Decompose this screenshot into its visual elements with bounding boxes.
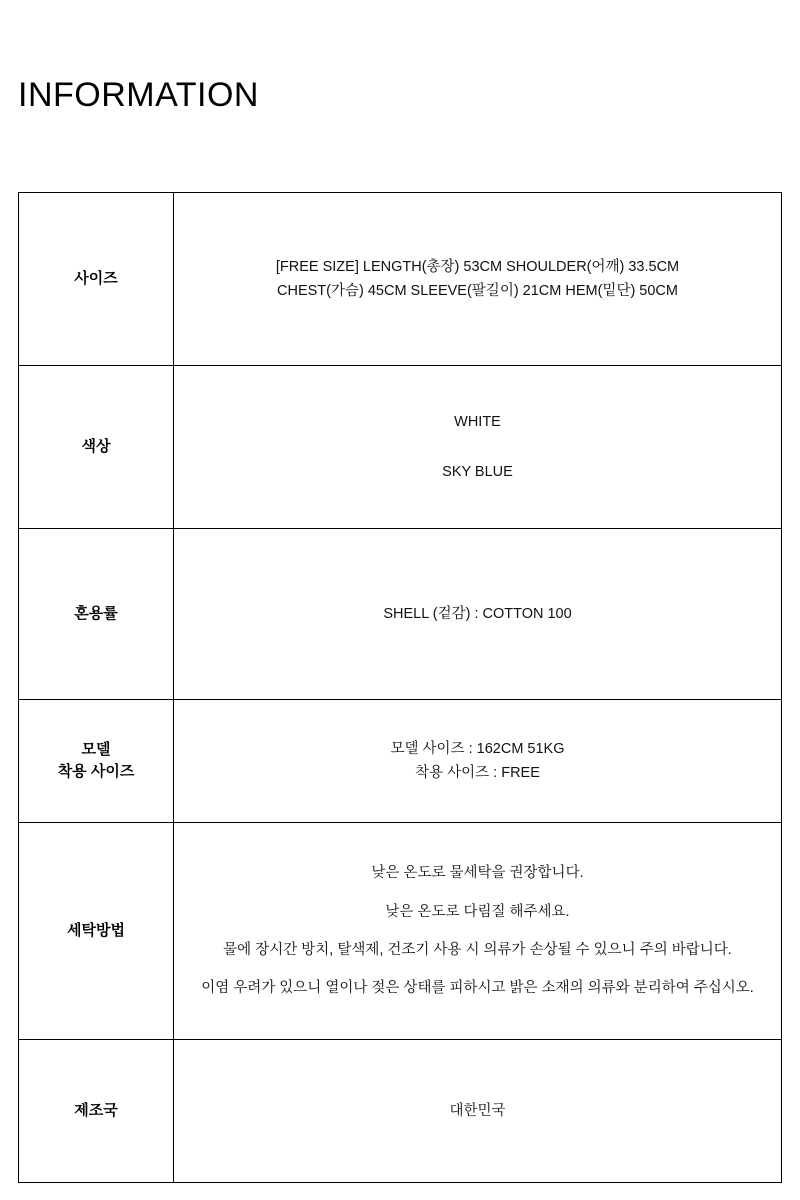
row-label-text: 사이즈 bbox=[74, 270, 118, 288]
row-value-color bbox=[174, 366, 782, 529]
row-label-size bbox=[19, 193, 174, 366]
row-label-text: 세탁방법 bbox=[67, 922, 125, 940]
table-row bbox=[19, 193, 782, 366]
row-value-model-size bbox=[174, 700, 782, 823]
row-label-blend bbox=[19, 529, 174, 700]
row-label-text: 혼용률 bbox=[74, 605, 118, 623]
row-value-size bbox=[174, 193, 782, 366]
table-row bbox=[19, 700, 782, 823]
value-line: WHITE bbox=[454, 413, 501, 430]
row-value-origin bbox=[174, 1040, 782, 1183]
value-line: CHEST(가슴) 45CM SLEEVE(팔길이) 21CM HEM(밑단) 50CM bbox=[277, 283, 678, 299]
value-line: [FREE SIZE] LENGTH(총장) 53CM SHOULDER(어깨) 33.5CM bbox=[275, 258, 680, 275]
row-label-text: 색상 bbox=[81, 438, 111, 456]
value-line: 이염 우려가 있으니 열이나 젖은 상태를 피하시고 밝은 소재의 의류와 분리하여 주십시오. bbox=[201, 980, 754, 997]
row-label-origin bbox=[19, 1040, 174, 1183]
value-line: 모델 사이즈 : 162CM 51KG bbox=[390, 740, 565, 757]
value-line: SHELL (겉감) : COTTON 100 bbox=[383, 605, 572, 622]
row-value-blend bbox=[174, 529, 782, 700]
row-label-text: 착용 사이즈 bbox=[57, 763, 135, 780]
row-label-model-size bbox=[19, 700, 174, 823]
table-row bbox=[19, 366, 782, 529]
value-line: 낮은 온도로 다림질 해주세요. bbox=[385, 903, 570, 920]
table-row bbox=[19, 1040, 782, 1183]
row-label-text: 모델 bbox=[81, 741, 111, 759]
table-row bbox=[19, 823, 782, 1040]
value-line: SKY BLUE bbox=[442, 464, 513, 480]
page-title: INFORMATION bbox=[18, 75, 259, 114]
row-label-color bbox=[19, 366, 174, 529]
row-label-wash bbox=[19, 823, 174, 1040]
value-line: 대한민국 bbox=[449, 1102, 506, 1119]
table-row bbox=[19, 529, 782, 700]
value-line: 착용 사이즈 : FREE bbox=[415, 765, 540, 781]
value-line: 낮은 온도로 물세탁을 권장합니다. bbox=[371, 865, 584, 882]
product-information-table bbox=[18, 192, 782, 1183]
value-line: 물에 장시간 방치, 탈색제, 건조기 사용 시 의류가 손상될 수 있으니 주의 바랍니다. bbox=[223, 942, 732, 958]
row-value-wash bbox=[174, 823, 782, 1040]
row-label-text: 제조국 bbox=[74, 1102, 118, 1120]
